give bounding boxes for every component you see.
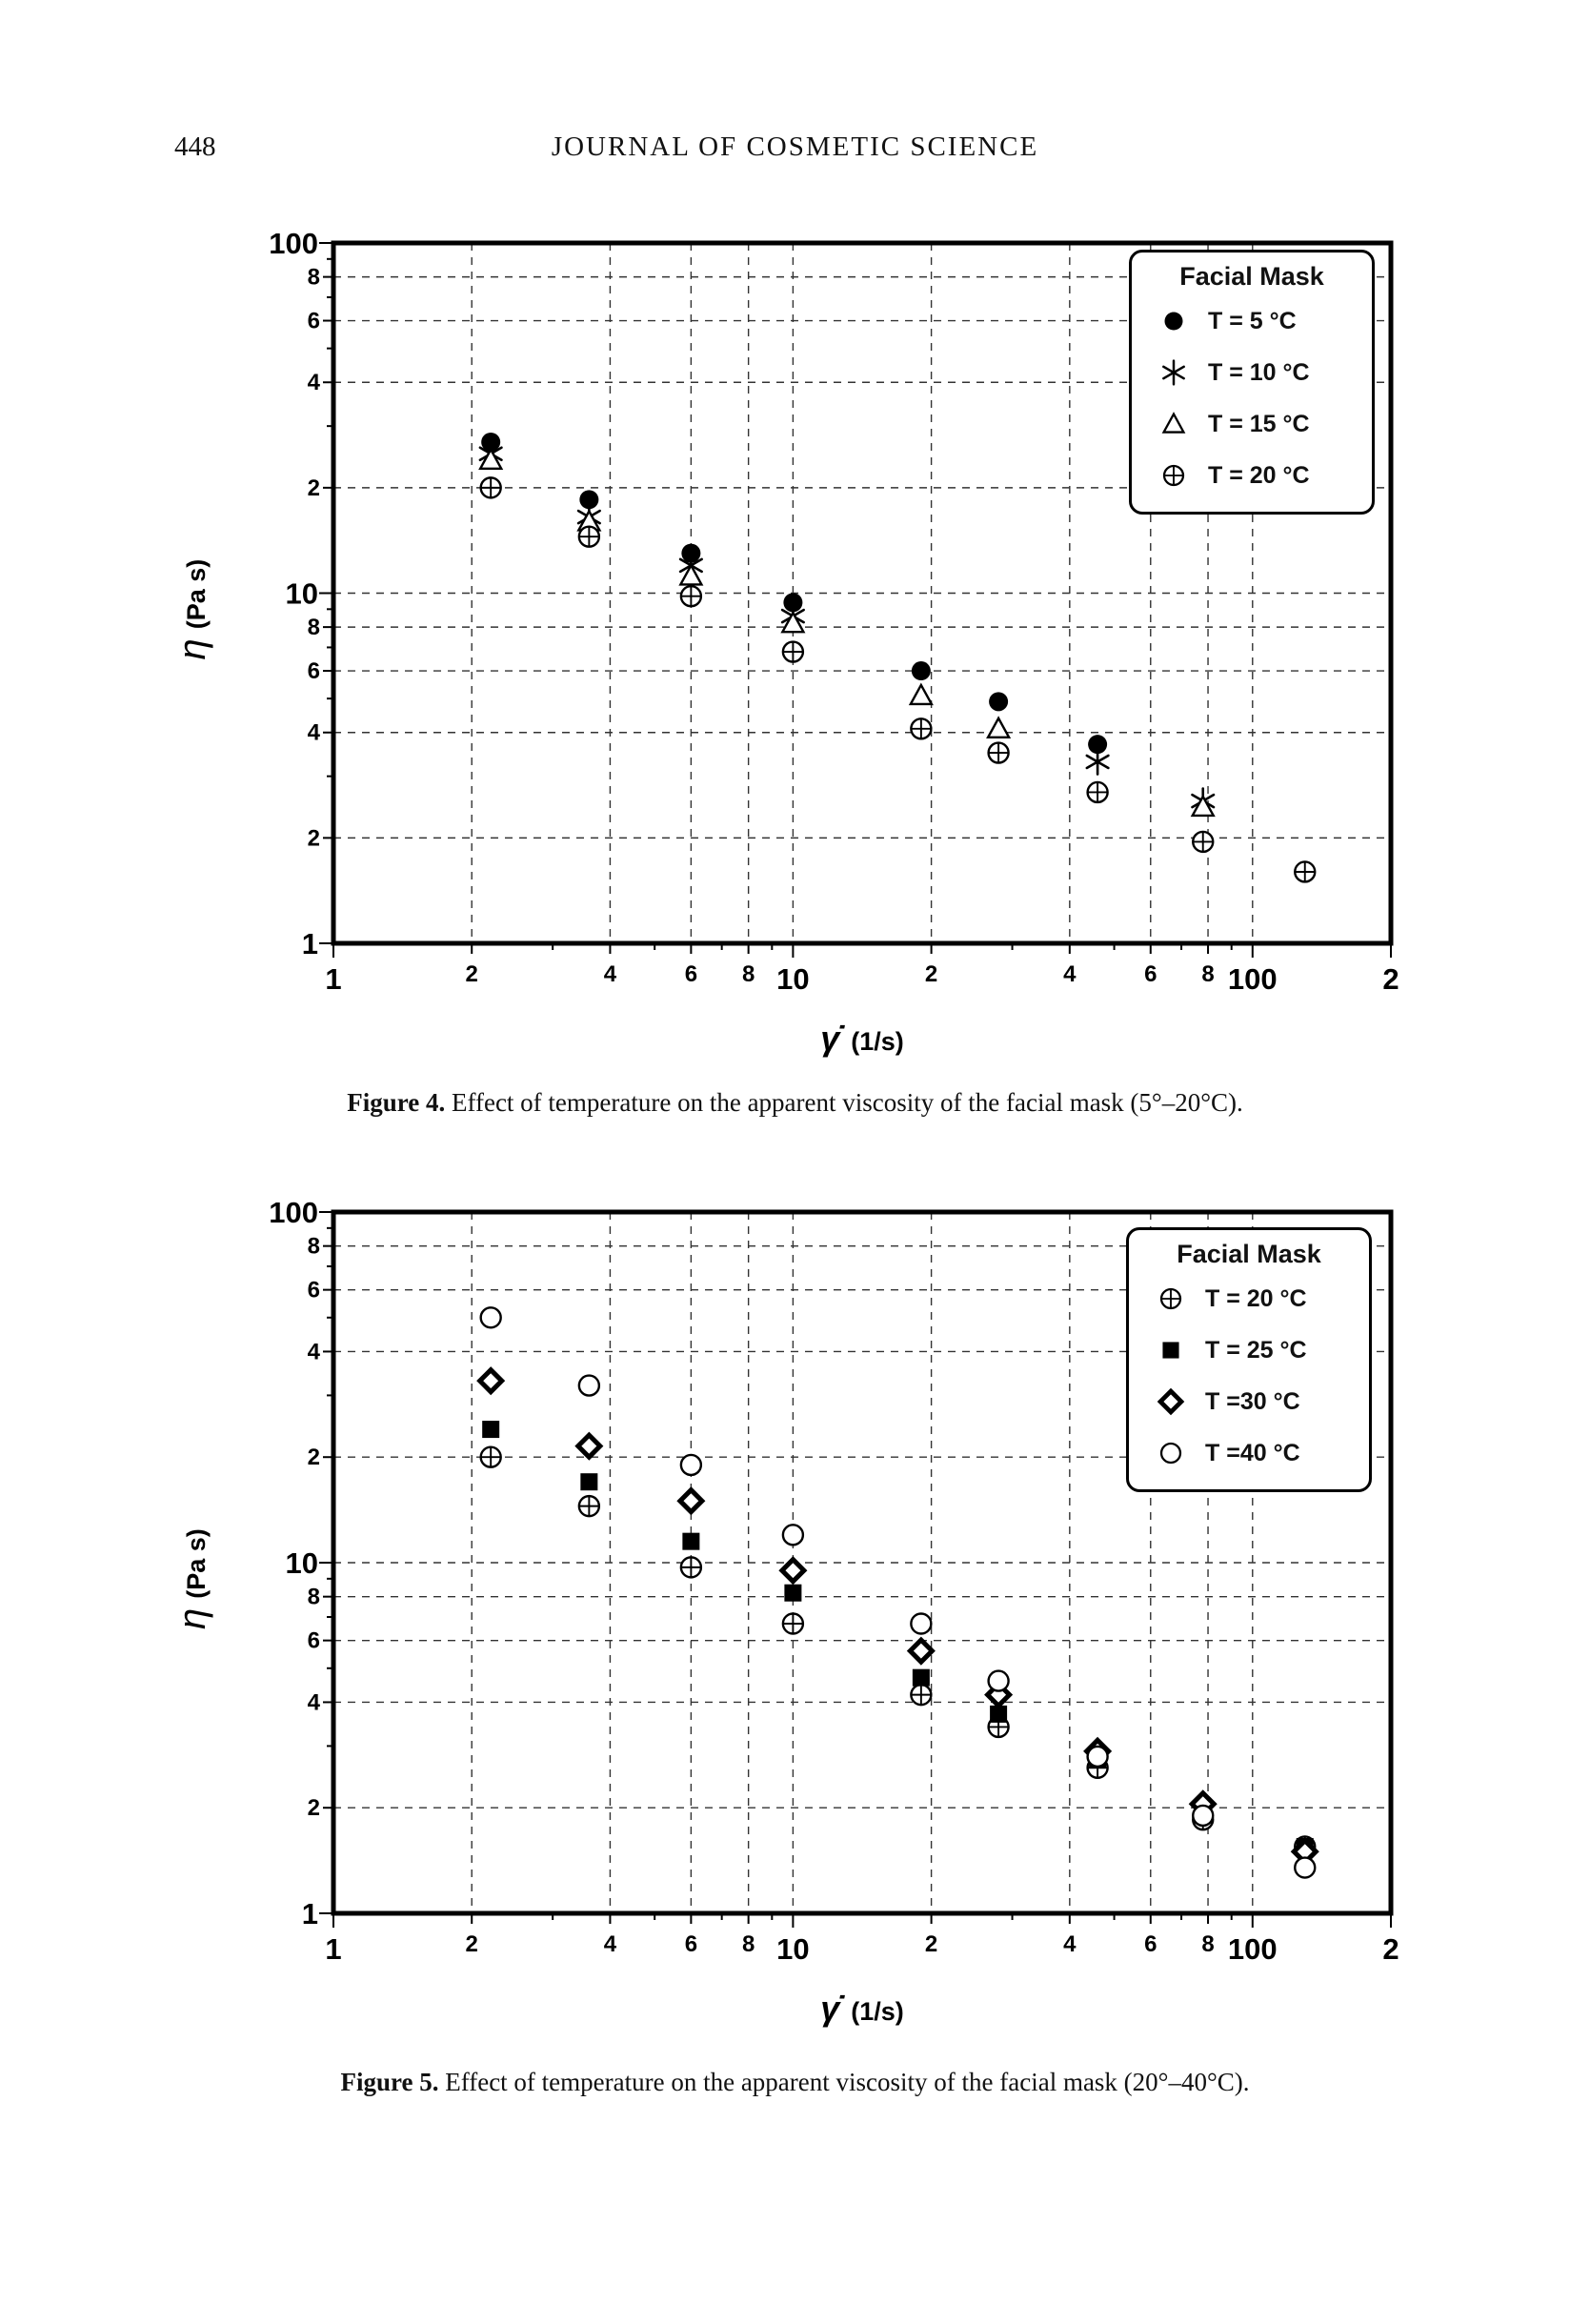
legend-row <box>1129 1427 1369 1479</box>
y-axis-label: η(Pa s) <box>171 1528 213 1629</box>
x-tick-label: 4 <box>1063 1931 1077 1957</box>
data-point-filled-square <box>913 1669 930 1687</box>
x-tick-label: 8 <box>741 1931 755 1957</box>
open-circle-icon <box>1154 1436 1188 1470</box>
figure5-caption <box>0 2068 1590 2097</box>
legend-label: T = 20 °C <box>1205 1284 1307 1312</box>
y-tick-label: 2 <box>307 475 320 501</box>
data-point-filled-square <box>580 1473 597 1490</box>
data-point-filled-square <box>784 1585 801 1602</box>
figure4-legend <box>1129 250 1375 515</box>
y-tick-label: 6 <box>307 658 320 685</box>
data-point-circle-plus <box>681 586 701 606</box>
filled-circle-glyph <box>1165 313 1183 331</box>
y-tick-label: 100 <box>269 227 318 260</box>
x-tick-label: 6 <box>684 1931 698 1957</box>
y-tick-label: 2 <box>307 1445 320 1471</box>
y-tick-label: 1 <box>301 1897 318 1930</box>
open-circle-glyph <box>1161 1444 1180 1463</box>
x-tick-label: 2 <box>1382 1932 1399 1966</box>
data-point-circle-plus <box>481 477 501 497</box>
legend-title: Facial Mask <box>1179 262 1324 291</box>
legend-row <box>1132 398 1372 450</box>
legend-row <box>1132 295 1372 347</box>
data-point-open-circle <box>911 1614 931 1634</box>
y-tick-label: 4 <box>307 1689 320 1716</box>
y-tick-label: 6 <box>307 1277 320 1303</box>
x-tick-label: 2 <box>1382 962 1399 996</box>
data-point-circle-plus <box>481 1447 501 1467</box>
data-point-circle-plus <box>911 718 931 738</box>
asterisk-glyph <box>1163 361 1183 385</box>
x-tick-label: 6 <box>684 961 698 987</box>
data-point-open-circle <box>481 1307 501 1327</box>
caption-text: Effect of temperature on the apparent viscosity of the facial mask (20°–40°C). <box>445 2068 1250 2096</box>
data-point-circle-plus <box>579 527 599 547</box>
y-tick-label: 100 <box>269 1196 318 1229</box>
journal-title: JOURNAL OF COSMETIC SCIENCE <box>551 131 1039 162</box>
circle-plus-icon <box>1154 1282 1188 1316</box>
data-point-circle-plus <box>783 1614 803 1634</box>
y-tick-label: 10 <box>285 1546 318 1580</box>
x-tick-label: 2 <box>924 961 938 987</box>
data-point-circle-plus <box>1193 832 1213 852</box>
data-point-open-diamond <box>578 1435 600 1457</box>
legend-label: T =40 °C <box>1205 1439 1300 1466</box>
open-diamond-glyph <box>1160 1391 1181 1412</box>
data-point-open-circle <box>579 1376 599 1396</box>
legend-label: T = 5 °C <box>1208 307 1297 334</box>
data-point-open-triangle <box>988 718 1009 738</box>
circle-plus-glyph <box>1164 466 1183 485</box>
x-tick-label: 2 <box>465 1931 478 1957</box>
x-tick-label: 2 <box>465 961 478 987</box>
y-tick-label: 8 <box>307 1233 320 1260</box>
data-point-filled-circle <box>912 661 931 680</box>
caption-text: Effect of temperature on the apparent viscosity of the facial mask (5°–20°C). <box>451 1088 1243 1117</box>
filled-circle-icon <box>1157 304 1191 338</box>
circle-plus-glyph <box>1161 1289 1180 1308</box>
x-tick-label: 1 <box>325 1932 342 1966</box>
x-tick-label: 1 <box>325 962 342 996</box>
x-tick-label: 4 <box>1063 961 1077 987</box>
y-tick-label: 4 <box>307 370 320 396</box>
legend-label: T = 15 °C <box>1208 410 1310 437</box>
y-tick-label: 1 <box>301 927 318 960</box>
x-tick-label: 6 <box>1144 1931 1157 1957</box>
data-point-open-diamond <box>680 1490 702 1512</box>
data-point-open-diamond <box>782 1560 804 1582</box>
legend-row <box>1132 450 1372 501</box>
data-point-open-triangle <box>911 685 932 704</box>
data-point-open-circle <box>783 1525 803 1545</box>
x-tick-label: 8 <box>1201 1931 1215 1957</box>
data-point-open-circle <box>989 1671 1009 1691</box>
y-tick-label: 4 <box>307 719 320 746</box>
legend-row <box>1129 1324 1369 1376</box>
legend-label: T =30 °C <box>1205 1387 1300 1415</box>
y-tick-label: 10 <box>285 576 318 611</box>
y-tick-label: 2 <box>307 825 320 852</box>
data-point-circle-plus <box>783 642 803 662</box>
legend-row <box>1129 1376 1369 1427</box>
x-tick-label: 100 <box>1227 962 1278 996</box>
legend-label: T = 25 °C <box>1205 1336 1307 1364</box>
open-diamond-icon <box>1154 1384 1188 1419</box>
x-axis-label: γ̇ (1/s) <box>820 1989 904 2028</box>
y-tick-label: 2 <box>307 1795 320 1822</box>
data-point-circle-plus <box>579 1496 599 1516</box>
x-tick-label: 8 <box>741 961 755 987</box>
y-tick-label: 6 <box>307 1627 320 1654</box>
data-point-open-circle <box>1088 1747 1108 1767</box>
y-tick-label: 8 <box>307 1584 320 1610</box>
data-point-filled-circle <box>989 692 1008 711</box>
filled-square-glyph <box>1162 1342 1178 1358</box>
data-point-circle-plus <box>1088 782 1108 802</box>
y-tick-label: 6 <box>307 308 320 334</box>
caption-label: Figure 4. <box>347 1088 446 1117</box>
data-point-filled-square <box>482 1421 499 1438</box>
x-tick-label: 2 <box>924 1931 938 1957</box>
asterisk-icon <box>1157 355 1191 390</box>
x-tick-label: 8 <box>1201 961 1215 987</box>
figure5-legend <box>1126 1227 1372 1492</box>
data-point-circle-plus <box>911 1685 931 1705</box>
legend-label: T = 10 °C <box>1208 358 1310 386</box>
data-point-circle-plus <box>681 1557 701 1577</box>
x-tick-label: 10 <box>776 962 810 996</box>
y-axis-label: η(Pa s) <box>171 558 213 660</box>
open-triangle-glyph <box>1164 414 1184 433</box>
y-tick-label: 8 <box>307 264 320 291</box>
x-tick-label: 6 <box>1144 961 1157 987</box>
x-tick-label: 100 <box>1227 1932 1278 1966</box>
y-tick-label: 8 <box>307 615 320 641</box>
data-point-circle-plus <box>1295 861 1315 881</box>
legend-title: Facial Mask <box>1177 1240 1321 1268</box>
data-point-open-circle <box>1295 1858 1315 1878</box>
x-tick-label: 10 <box>776 1932 810 1966</box>
data-point-open-triangle <box>782 613 803 632</box>
circle-plus-icon <box>1157 458 1191 493</box>
x-axis-label: γ̇ (1/s) <box>820 1019 904 1058</box>
data-point-open-circle <box>681 1455 701 1475</box>
legend-row <box>1129 1273 1369 1324</box>
x-tick-label: 4 <box>603 1931 617 1957</box>
legend-label: T = 20 °C <box>1208 461 1310 489</box>
data-point-asterisk <box>1087 749 1109 774</box>
data-point-circle-plus <box>989 743 1009 763</box>
x-tick-label: 4 <box>603 961 617 987</box>
y-tick-label: 4 <box>307 1339 320 1365</box>
caption-label: Figure 5. <box>340 2068 439 2096</box>
filled-square-icon <box>1154 1333 1188 1367</box>
page-number: 448 <box>174 131 216 162</box>
data-point-open-circle <box>1193 1806 1213 1826</box>
figure4-caption <box>0 1088 1590 1118</box>
open-triangle-icon <box>1157 407 1191 441</box>
data-point-open-diamond <box>480 1370 502 1392</box>
data-point-open-diamond <box>910 1640 932 1662</box>
legend-row <box>1132 347 1372 398</box>
data-point-filled-square <box>682 1533 699 1550</box>
